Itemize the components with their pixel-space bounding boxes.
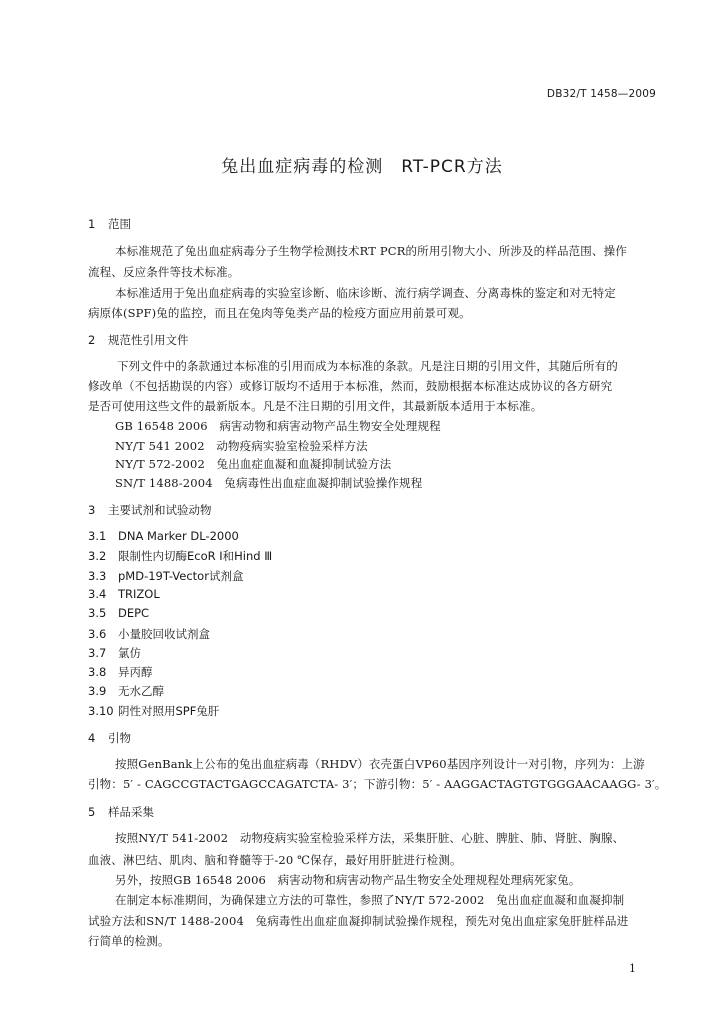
section-number: 5 bbox=[88, 805, 96, 819]
paragraph-line: 病原体(SPF)兔的监控，而且在兔肉等兔类产品的检疫方面应用前景可观。 bbox=[88, 306, 471, 320]
section-number: 1 bbox=[88, 217, 96, 231]
paragraph-line: 本标准适用于兔出血症病毒的实验室诊断、临床诊断、流行病学调查、分离毒株的鉴定和对无特定 bbox=[115, 286, 616, 300]
reference-item: NY/T 541 2002 动物疫病实验室检验采样方法 bbox=[115, 439, 368, 453]
reagent-item-text: pMD-19T-Vector试剂盒 bbox=[118, 569, 244, 583]
reagent-item-number: 3.2 bbox=[88, 549, 107, 563]
section-title: 主要试剂和试验动物 bbox=[108, 503, 212, 517]
paragraph-line: 是否可使用这些文件的最新版本。凡是不注日期的引用文件，其最新版本适用于本标准。 bbox=[88, 399, 543, 413]
paragraph-line: 血液、淋巴结、肌肉、脑和脊髓等于-20 ℃保存，最好用肝脏进行检测。 bbox=[88, 853, 462, 867]
section-title: 范围 bbox=[108, 217, 131, 231]
page-number: 1 bbox=[629, 962, 636, 975]
reagent-item-number: 3.5 bbox=[88, 606, 107, 620]
section-title: 引物 bbox=[108, 731, 131, 745]
reagent-item bbox=[88, 703, 219, 719]
section-title: 样品采集 bbox=[108, 805, 154, 819]
reagent-item bbox=[88, 645, 141, 661]
reagent-item-number: 3.3 bbox=[88, 569, 107, 583]
reference-item: NY/T 572-2002 兔出血症血凝和血凝抑制试验方法 bbox=[115, 457, 392, 471]
section-5-heading bbox=[88, 804, 154, 820]
reagent-item-text: DNA Marker DL-2000 bbox=[118, 529, 239, 543]
section-number: 2 bbox=[88, 333, 96, 347]
reagent-item-text: TRIZOL bbox=[118, 587, 160, 601]
paragraph-line: 本标准规范了兔出血症病毒分子生物学检测技术RT PCR的所用引物大小、所涉及的样品范围、操作 bbox=[115, 244, 627, 258]
reagent-item-text: 无水乙醇 bbox=[118, 684, 164, 698]
standard-code: DB32/T 1458—2009 bbox=[546, 88, 656, 100]
paragraph-line: 另外，按照GB 16548 2006 病害动物和病害动物产品生物安全处理规程处理病死家兔。 bbox=[115, 873, 581, 887]
paragraph-line: 流程、反应条件等技术标准。 bbox=[88, 265, 240, 279]
paragraph-line: 引物：5′ - CAGCCGTACTGAGCCAGATCTA- 3′；下游引物：5′ - AAGGACTAGTGTGGGAACAAGG- 3′。 bbox=[88, 777, 667, 791]
document-title: 兔出血症病毒的检测 RT-PCR方法 bbox=[221, 157, 503, 177]
reagent-item-text: 限制性内切酶EcoR I和Hind Ⅲ bbox=[118, 549, 273, 563]
reagent-item-number: 3.7 bbox=[88, 646, 107, 660]
paragraph-line: 在制定本标准期间，为确保建立方法的可靠性，参照了NY/T 572-2002 兔出血症血凝和血凝抑制 bbox=[115, 893, 625, 907]
reference-item: SN/T 1488-2004 兔病毒性出血症血凝抑制试验操作规程 bbox=[115, 476, 423, 490]
section-number: 4 bbox=[88, 731, 96, 745]
reagent-item bbox=[88, 606, 149, 620]
section-3-heading bbox=[88, 502, 212, 518]
reagent-item-text: 氯仿 bbox=[118, 646, 141, 660]
reagent-item bbox=[88, 626, 210, 642]
paragraph-line: 按照GenBank上公布的兔出血症病毒（RHDV）衣壳蛋白VP60基因序列设计一对引物，序列为：上游 bbox=[115, 757, 645, 771]
reagent-item bbox=[88, 568, 243, 584]
reagent-item-text: DEPC bbox=[118, 606, 150, 620]
reagent-item bbox=[88, 664, 153, 680]
section-4-heading bbox=[88, 730, 131, 746]
section-title: 规范性引用文件 bbox=[108, 333, 189, 347]
paragraph-line: 试验方法和SN/T 1488-2004 兔病毒性出血症血凝抑制试验操作规程，预先对兔出血症家兔肝脏样品进 bbox=[88, 914, 629, 928]
reagent-item bbox=[88, 548, 272, 564]
reagent-item-number: 3.1 bbox=[88, 529, 107, 543]
reagent-item-number: 3.6 bbox=[88, 627, 107, 641]
reagent-item-text: 异丙醇 bbox=[118, 665, 153, 679]
reagent-item-number: 3.10 bbox=[88, 704, 114, 718]
reference-item: GB 16548 2006 病害动物和病害动物产品生物安全处理规程 bbox=[115, 419, 441, 433]
reagent-item-number: 3.9 bbox=[88, 684, 107, 698]
paragraph-line: 下列文件中的条款通过本标准的引用而成为本标准的条款。凡是注日期的引用文件，其随后所有的 bbox=[117, 359, 618, 373]
reagent-item bbox=[88, 529, 239, 543]
reagent-item bbox=[88, 683, 164, 699]
paragraph-line: 按照NY/T 541-2002 动物疫病实验室检验采样方法，采集肝脏、心脏、脾脏、肺、肾脏、胸腺、 bbox=[115, 831, 625, 845]
section-number: 3 bbox=[88, 503, 96, 517]
reagent-item-number: 3.8 bbox=[88, 665, 107, 679]
paragraph-line: 行简单的检测。 bbox=[88, 934, 170, 948]
paragraph-line: 修改单（不包括勘误的内容）或修订版均不适用于本标准，然而，鼓励根据本标准达成协议的各方研究 bbox=[88, 379, 613, 393]
section-2-heading bbox=[88, 332, 189, 348]
section-1-heading bbox=[88, 216, 131, 232]
reagent-item bbox=[88, 587, 160, 601]
reagent-item-number: 3.4 bbox=[88, 587, 107, 601]
reagent-item-text: 阴性对照用SPF兔肝 bbox=[118, 704, 220, 718]
reagent-item-text: 小量胶回收试剂盒 bbox=[118, 627, 210, 641]
